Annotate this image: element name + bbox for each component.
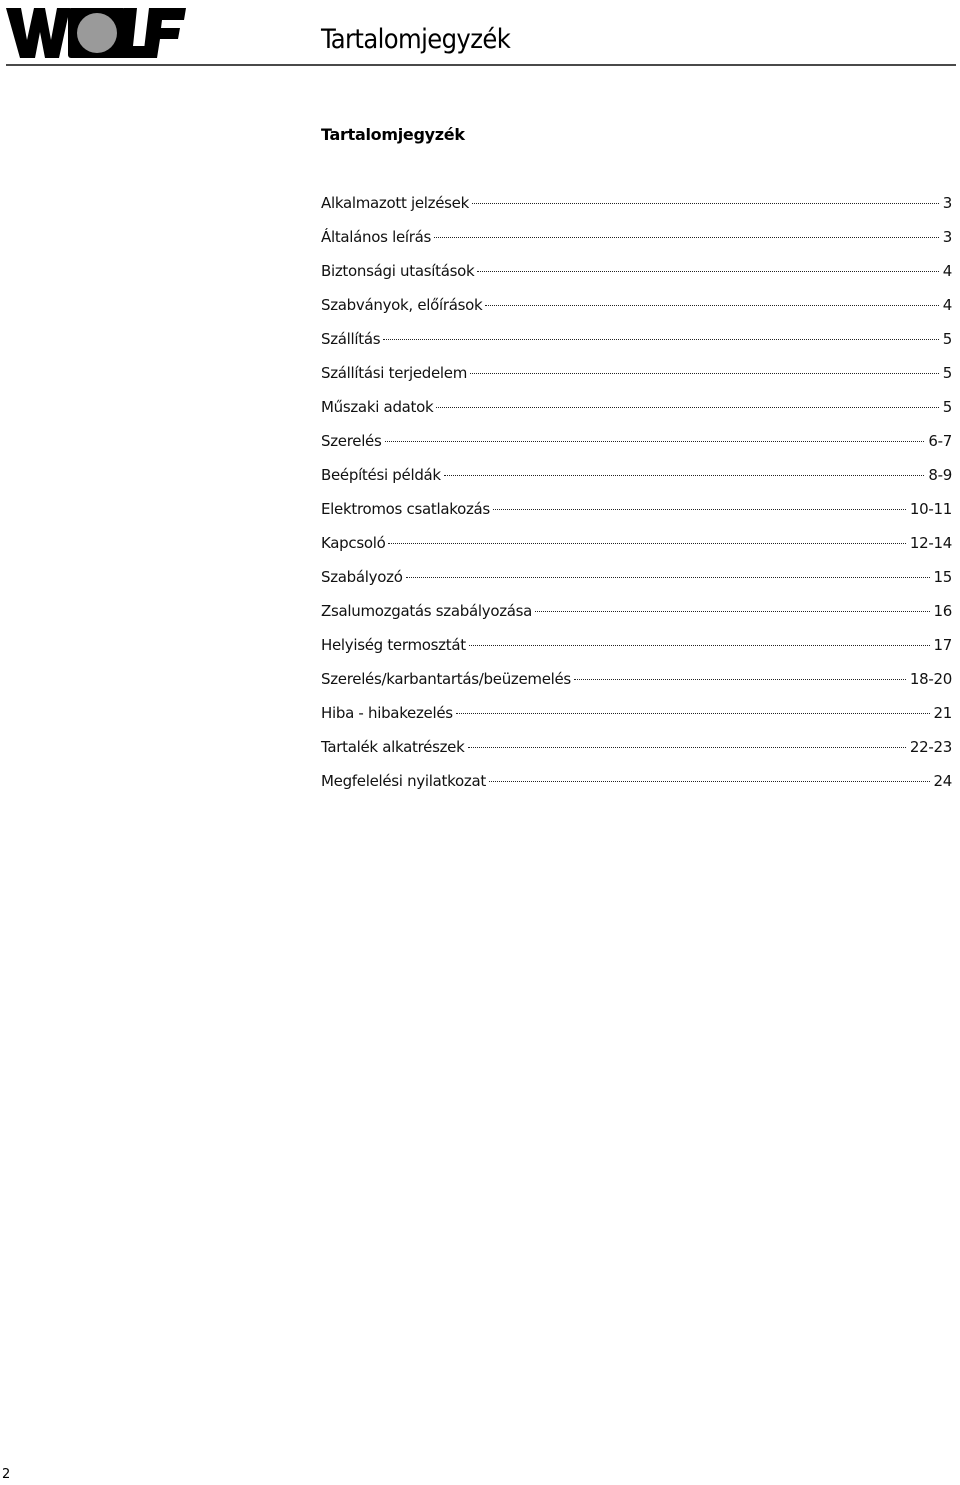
toc-entry[interactable]: [321, 667, 952, 701]
toc-entry[interactable]: [321, 735, 952, 769]
toc-entry[interactable]: [321, 361, 952, 395]
toc-entry[interactable]: [321, 599, 952, 633]
toc-entry[interactable]: [321, 497, 952, 531]
toc-entry-title: Szabályozó: [321, 568, 403, 586]
toc-dot-leader: [477, 271, 938, 272]
toc-entry-page: 15: [933, 568, 952, 586]
toc-entry-page: 10-11: [909, 500, 952, 518]
toc-entry-page: 16: [933, 602, 952, 620]
toc-dot-leader: [535, 611, 929, 612]
toc-dot-leader: [436, 407, 938, 408]
toc-entry-title: Szállítás: [321, 330, 381, 348]
toc-entry-page: 22-23: [909, 738, 952, 756]
toc-entry-title: Alkalmazott jelzések: [321, 194, 469, 212]
toc-entry-title: Tartalék alkatrészek: [321, 738, 465, 756]
toc-dot-leader: [406, 577, 930, 578]
wolf-logo: [6, 6, 188, 60]
header-title: Tartalomjegyzék: [321, 24, 511, 55]
toc-entry-title: Szerelés/karbantartás/beüzemelés: [321, 670, 571, 688]
toc-entry-title: Hiba - hibakezelés: [321, 704, 453, 722]
toc-entry-title: Szerelés: [321, 432, 382, 450]
toc-entry-title: Biztonsági utasítások: [321, 262, 475, 280]
toc-entry[interactable]: [321, 769, 952, 803]
toc-entry-page: 18-20: [909, 670, 952, 688]
toc-entry[interactable]: [321, 259, 952, 293]
toc-entry-page: 17: [933, 636, 952, 654]
toc-entry-page: 6-7: [928, 432, 952, 450]
toc-entry-title: Kapcsoló: [321, 534, 386, 552]
toc-entry[interactable]: [321, 565, 952, 599]
toc-dot-leader: [574, 679, 906, 680]
toc-entry-title: Műszaki adatok: [321, 398, 434, 416]
toc-entry[interactable]: [321, 429, 952, 463]
toc-dot-leader: [388, 543, 905, 544]
toc-entry[interactable]: [321, 633, 952, 667]
toc-entry-page: 5: [942, 330, 952, 348]
toc-entry-page: 8-9: [928, 466, 952, 484]
toc-dot-leader: [489, 781, 930, 782]
toc-entry[interactable]: [321, 293, 952, 327]
table-of-contents: [321, 191, 952, 803]
toc-dot-leader: [444, 475, 925, 476]
toc-dot-leader: [468, 747, 906, 748]
toc-entry-page: 4: [942, 296, 952, 314]
toc-entry-title: Megfelelési nyilatkozat: [321, 772, 486, 790]
toc-entry-title: Általános leírás: [321, 228, 432, 246]
toc-dot-leader: [485, 305, 938, 306]
toc-entry-title: Szabványok, előírások: [321, 296, 483, 314]
toc-entry[interactable]: [321, 463, 952, 497]
toc-dot-leader: [385, 441, 925, 442]
toc-entry[interactable]: [321, 327, 952, 361]
toc-entry-page: 21: [933, 704, 952, 722]
toc-dot-leader: [493, 509, 906, 510]
toc-entry-title: Elektromos csatlakozás: [321, 500, 490, 518]
toc-entry-page: 12-14: [909, 534, 952, 552]
toc-entry[interactable]: [321, 395, 952, 429]
toc-entry[interactable]: [321, 531, 952, 565]
toc-dot-leader: [470, 373, 939, 374]
toc-entry-page: 5: [942, 364, 952, 382]
toc-entry[interactable]: [321, 191, 952, 225]
toc-entry-page: 3: [942, 228, 952, 246]
toc-dot-leader: [456, 713, 930, 714]
toc-entry-page: 3: [942, 194, 952, 212]
toc-dot-leader: [472, 203, 939, 204]
toc-entry-title: Beépítési példák: [321, 466, 441, 484]
toc-dot-leader: [434, 237, 939, 238]
toc-entry[interactable]: [321, 701, 952, 735]
header-divider: [6, 64, 956, 66]
toc-entry-title: Helyiség termosztát: [321, 636, 466, 654]
toc-entry-page: 24: [933, 772, 952, 790]
toc-dot-leader: [383, 339, 938, 340]
toc-entry-page: 5: [942, 398, 952, 416]
toc-dot-leader: [469, 645, 930, 646]
toc-entry-page: 4: [942, 262, 952, 280]
toc-entry-title: Szállítási terjedelem: [321, 364, 468, 382]
toc-entry[interactable]: [321, 225, 952, 259]
toc-heading: Tartalomjegyzék: [321, 125, 465, 144]
toc-entry-title: Zsalumozgatás szabályozása: [321, 602, 533, 620]
page-number: 2: [2, 1467, 11, 1482]
